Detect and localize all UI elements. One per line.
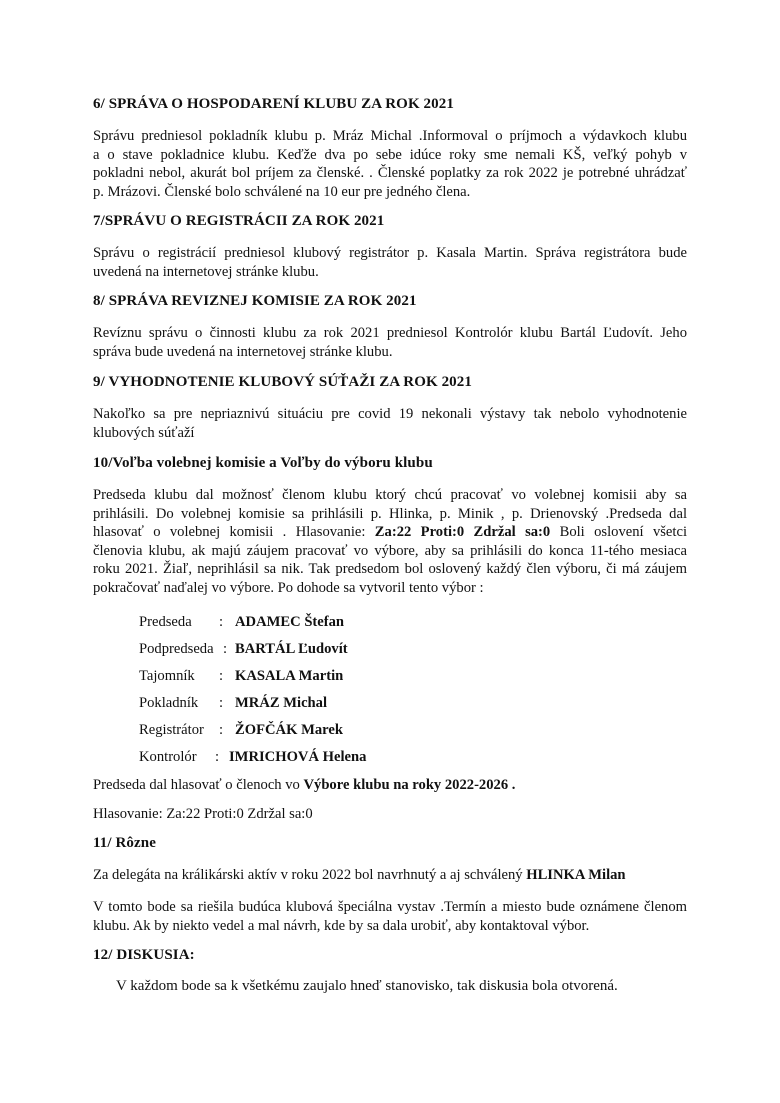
committee-role: Predseda bbox=[139, 614, 192, 630]
committee-row bbox=[139, 749, 539, 769]
committee-row bbox=[139, 641, 539, 661]
text-line: Predseda klubu dal možnosť členom klubu ktorý chcú pracovať vo volebnej komisii aby sa bbox=[93, 487, 687, 503]
delegate-name-bold: HLINKA Milan bbox=[526, 867, 626, 883]
text-line: Správu predniesol pokladník klubu p. Mráz Michal .Informoval o príjmoch a výdavkoch klubu bbox=[93, 128, 687, 144]
text-line: pokladni nebol, akurát bol príjem za členské. . Členské poplatky za rok 2022 je potrebné uhrádzať bbox=[93, 165, 687, 182]
committee-colon: : bbox=[223, 641, 228, 657]
committee-name: KASALA Martin bbox=[235, 668, 344, 684]
committee-role: Podpredseda bbox=[139, 641, 214, 657]
committee-colon: : bbox=[219, 668, 224, 684]
committee-vote-text bbox=[93, 776, 687, 795]
text-line: klubu. Ak by niekto vedel a mal návrh, kde by sa dala urobiť, aby kontaktoval výbor. bbox=[93, 917, 590, 934]
delegate-text bbox=[93, 866, 687, 885]
committee-colon: : bbox=[215, 749, 220, 765]
committee-row bbox=[139, 614, 539, 634]
committee-term-bold: Výbore klubu na roky 2022-2026 . bbox=[303, 777, 516, 793]
committee-vote-result: Hlasovanie: Za:22 Proti:0 Zdržal sa:0 bbox=[93, 806, 313, 822]
section-10-heading: 10/Voľba volebnej komisie a Voľby do výboru klubu bbox=[93, 455, 433, 471]
text-line bbox=[93, 523, 687, 542]
text-line: Revíznu správu o činnosti klubu za rok 2021 predniesol Kontrolór klubu Bartál Ľudovít. Jeho bbox=[93, 325, 687, 341]
committee-colon: : bbox=[219, 695, 224, 711]
vote-result-bold: Za:22 Proti:0 Zdržal sa:0 bbox=[374, 524, 551, 541]
text-line: členovia klubu, ak majú záujem pracovať vo výbore, aby sa prihlásili do konca 11-tého mesiaca bbox=[93, 542, 687, 559]
text-fragment: Predseda dal hlasovať o členoch vo bbox=[93, 777, 304, 793]
section-8-heading: 8/ SPRÁVA REVIZNEJ KOMISIE ZA ROK 2021 bbox=[93, 293, 417, 309]
text-line: prihlásili. Do volebnej komisie sa prihlásili p. Hlinka, p. Minik , p. Drienovský .Predseda dal bbox=[93, 505, 687, 522]
section-6-heading: 6/ SPRÁVA O HOSPODARENÍ KLUBU ZA ROK 2021 bbox=[93, 96, 454, 112]
committee-name: BARTÁL Ľudovít bbox=[235, 641, 348, 657]
section-10-text bbox=[93, 486, 687, 598]
committee-row bbox=[139, 722, 539, 742]
text-line: roku 2021. Žiaľ, neprihlásil sa nik. Tak predsedom bol oslovený každý člen výboru, či má záujem bbox=[93, 561, 687, 578]
committee-role: Tajomník bbox=[139, 668, 195, 684]
text-line: uvedená na internetovej stránke klubu. bbox=[93, 263, 319, 280]
section-7-heading: 7/SPRÁVU O REGISTRÁCII ZA ROK 2021 bbox=[93, 213, 385, 229]
text-fragment: Boli oslovení všetci bbox=[550, 524, 687, 541]
committee-colon: : bbox=[219, 722, 224, 738]
section-12-text: V každom bode sa k všetkému zaujalo hneď stanovisko, tak diskusia bola otvorená. bbox=[116, 978, 618, 994]
text-line: správa bude uvedená na internetovej stránke klubu. bbox=[93, 343, 393, 360]
committee-name: IMRICHOVÁ Helena bbox=[229, 749, 367, 765]
text-fragment: Za delegáta na králikárski aktív v roku 2022 bol navrhnutý a aj schválený bbox=[93, 867, 527, 883]
committee-role: Pokladník bbox=[139, 695, 199, 711]
section-6-text bbox=[93, 127, 687, 201]
text-line: p. Mrázovi. Členské bolo schválené na 10 eur pre jedného člena. bbox=[93, 183, 471, 200]
section-9-heading: 9/ VYHODNOTENIE KLUBOVÝ SÚŤAŽI ZA ROK 2021 bbox=[93, 374, 472, 390]
section-12-heading: 12/ DISKUSIA: bbox=[93, 947, 195, 963]
committee-row bbox=[139, 668, 539, 688]
text-line: Nakoľko sa pre nepriaznivú situáciu pre covid 19 nekonali výstavy tak nebolo vyhodnotenie bbox=[93, 406, 687, 422]
committee-role: Kontrolór bbox=[139, 749, 197, 765]
text-line: Správu o registrácií predniesol klubový registrátor p. Kasala Martin. Správa registrátora bude bbox=[93, 245, 687, 261]
committee-name: MRÁZ Michal bbox=[235, 695, 328, 711]
text-line: a o stave pokladnice klubu. Keďže dva po sebe idúce roky sme nemali KŠ, veľký pohyb v bbox=[93, 146, 687, 163]
committee-row bbox=[139, 695, 539, 715]
section-9-text bbox=[93, 405, 687, 442]
committee-name: ŽOFČÁK Marek bbox=[235, 722, 343, 738]
section-8-text bbox=[93, 324, 687, 361]
section-11-heading: 11/ Rôzne bbox=[93, 835, 156, 851]
committee-colon: : bbox=[219, 614, 224, 630]
section-7-text bbox=[93, 244, 687, 281]
committee-name: ADAMEC Štefan bbox=[235, 614, 345, 630]
text-fragment: hlasovať o volebnej komisii . Hlasovanie: bbox=[93, 524, 375, 541]
committee-role: Registrátor bbox=[139, 722, 204, 738]
text-line: V tomto bode sa riešila budúca klubová špeciálna vystav .Termín a miesto bude oznámene členom bbox=[93, 899, 687, 915]
text-line: pokračovať naďalej vo výbore. Po dohode sa vytvoril tento výbor : bbox=[93, 579, 484, 596]
text-line: klubových súťaží bbox=[93, 424, 195, 441]
section-11-text bbox=[93, 898, 687, 935]
